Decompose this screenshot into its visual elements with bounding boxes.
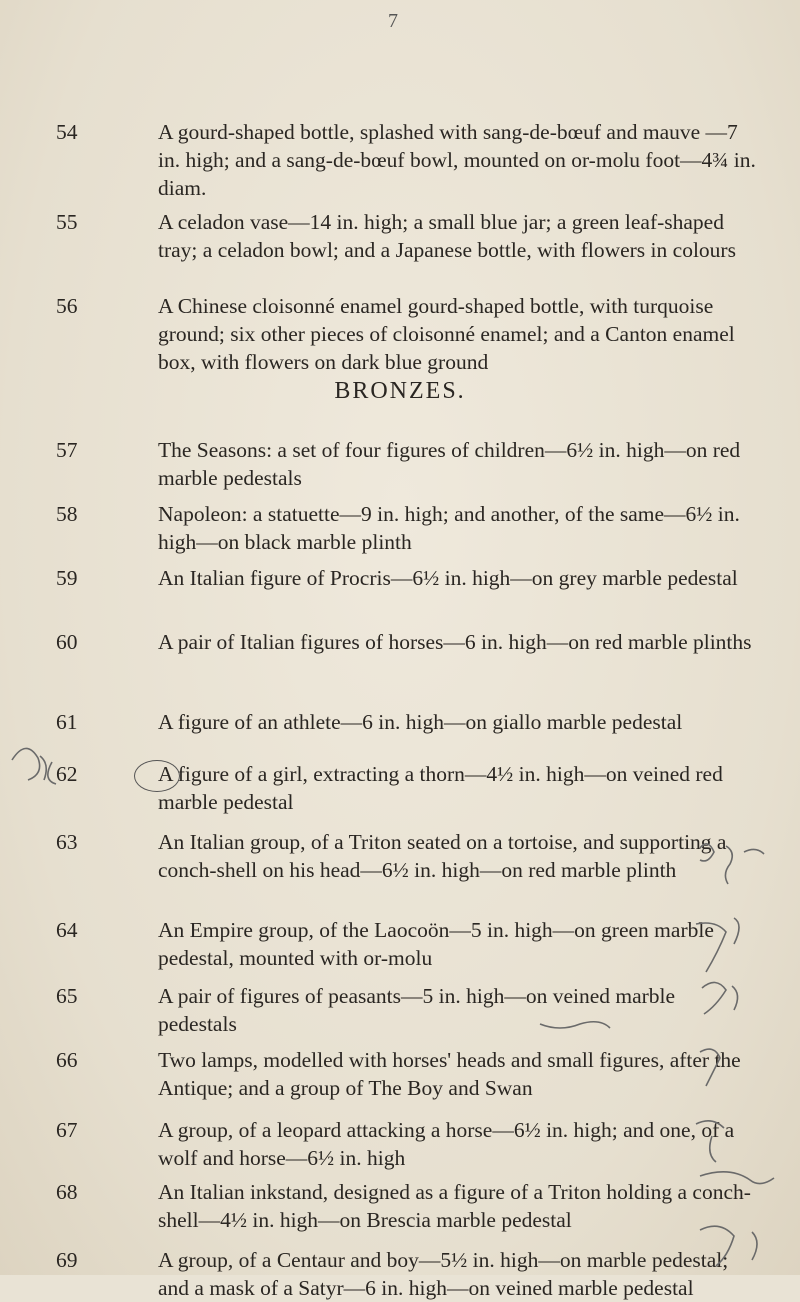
lot-entry — [56, 1046, 776, 1102]
lot-description: An Italian inkstand, designed as a figure of a Triton holding a conch-shell—4½ in. high—on Brescia marble pedestal — [158, 1180, 751, 1232]
lot-description: A pair of figures of peasants—5 in. high—on veined marble pedestals — [158, 984, 676, 1036]
lot-entry — [56, 628, 776, 656]
lot-description: An Italian group, of a Triton seated on a tortoise, and supporting a conch-shell on his head—6½ in. high—on red marble plinth — [158, 830, 727, 882]
lot-number: 61 — [56, 710, 78, 734]
lot-entry — [56, 292, 776, 376]
lot-number: 60 — [56, 630, 78, 654]
lot-entry — [56, 1178, 776, 1234]
lot-number: 67 — [56, 1118, 78, 1142]
lot-description: The Seasons: a set of four figures of children—6½ in. high—on red marble pedestals — [158, 438, 741, 490]
lot-description: An Empire group, of the Laocoön—5 in. high—on green marble pedestal, mounted with or-molu — [158, 918, 714, 970]
lot-number: 63 — [56, 830, 78, 854]
lot-description: A group, of a leopard attacking a horse—6½ in. high; and one, of a wolf and horse—6½ in. high — [158, 1118, 735, 1170]
lot-number: 55 — [56, 210, 78, 234]
lot-number: 68 — [56, 1180, 78, 1204]
lot-description: A gourd-shaped bottle, splashed with sang-de-bœuf and mauve —7 in. high; and a sang-de-bœuf bowl, mounted on or-molu foot—4¾ in. diam. — [158, 120, 756, 200]
lot-description: A group, of a Centaur and boy—5½ in. high—on marble pedestal; and a mask of a Satyr—6 in. high—on veined marble pedestal — [158, 1248, 729, 1300]
lot-description: A figure of a girl, extracting a thorn—4½ in. high—on veined red marble pedestal — [158, 762, 723, 814]
lot-description: A Chinese cloisonné enamel gourd-shaped bottle, with turquoise ground; six other pieces of cloisonné enamel; and a Canton enamel box, with flowers on dark blue ground — [158, 294, 735, 374]
lot-description: A figure of an athlete—6 in. high—on giallo marble pedestal — [158, 710, 683, 734]
lot-number: 56 — [56, 294, 78, 318]
lot-number: 66 — [56, 1048, 78, 1072]
section-heading: BRONZES. — [334, 378, 466, 404]
lot-number: 62 — [56, 762, 78, 786]
lot-entry — [56, 828, 776, 884]
lot-entry — [56, 436, 776, 492]
lot-description: Napoleon: a statuette—9 in. high; and another, of the same—6½ in. high—on black marble plinth — [158, 502, 740, 554]
lot-number: 69 — [56, 1248, 78, 1272]
lot-entry — [56, 500, 776, 556]
lot-entry — [56, 1116, 776, 1172]
lot-entry — [56, 564, 776, 592]
lot-number: 58 — [56, 502, 78, 526]
lot-number: 57 — [56, 438, 78, 462]
lot-description: A celadon vase—14 in. high; a small blue jar; a green leaf-shaped tray; a celadon bowl; and a Japanese bottle, with flowers in colours — [158, 210, 736, 262]
lot-entry — [56, 1246, 776, 1300]
lot-entry — [56, 708, 776, 736]
lot-entry — [56, 760, 776, 816]
lot-entry — [56, 916, 776, 972]
lot-description: Two lamps, modelled with horses' heads and small figures, after the Antique; and a group of The Boy and Swan — [158, 1048, 741, 1100]
lot-number: 54 — [56, 120, 78, 144]
lot-entry — [56, 118, 776, 202]
lot-entry — [56, 208, 776, 264]
lot-number: 65 — [56, 984, 78, 1008]
page-number: 7 — [388, 10, 398, 32]
lot-entry — [56, 982, 776, 1038]
lot-description: An Italian figure of Procris—6½ in. high—on grey marble pedestal — [158, 566, 738, 590]
lot-number: 64 — [56, 918, 78, 942]
pencil-scribble — [12, 748, 56, 784]
lot-number: 59 — [56, 566, 78, 590]
lot-description: A pair of Italian figures of horses—6 in. high—on red marble plinths — [158, 630, 752, 654]
